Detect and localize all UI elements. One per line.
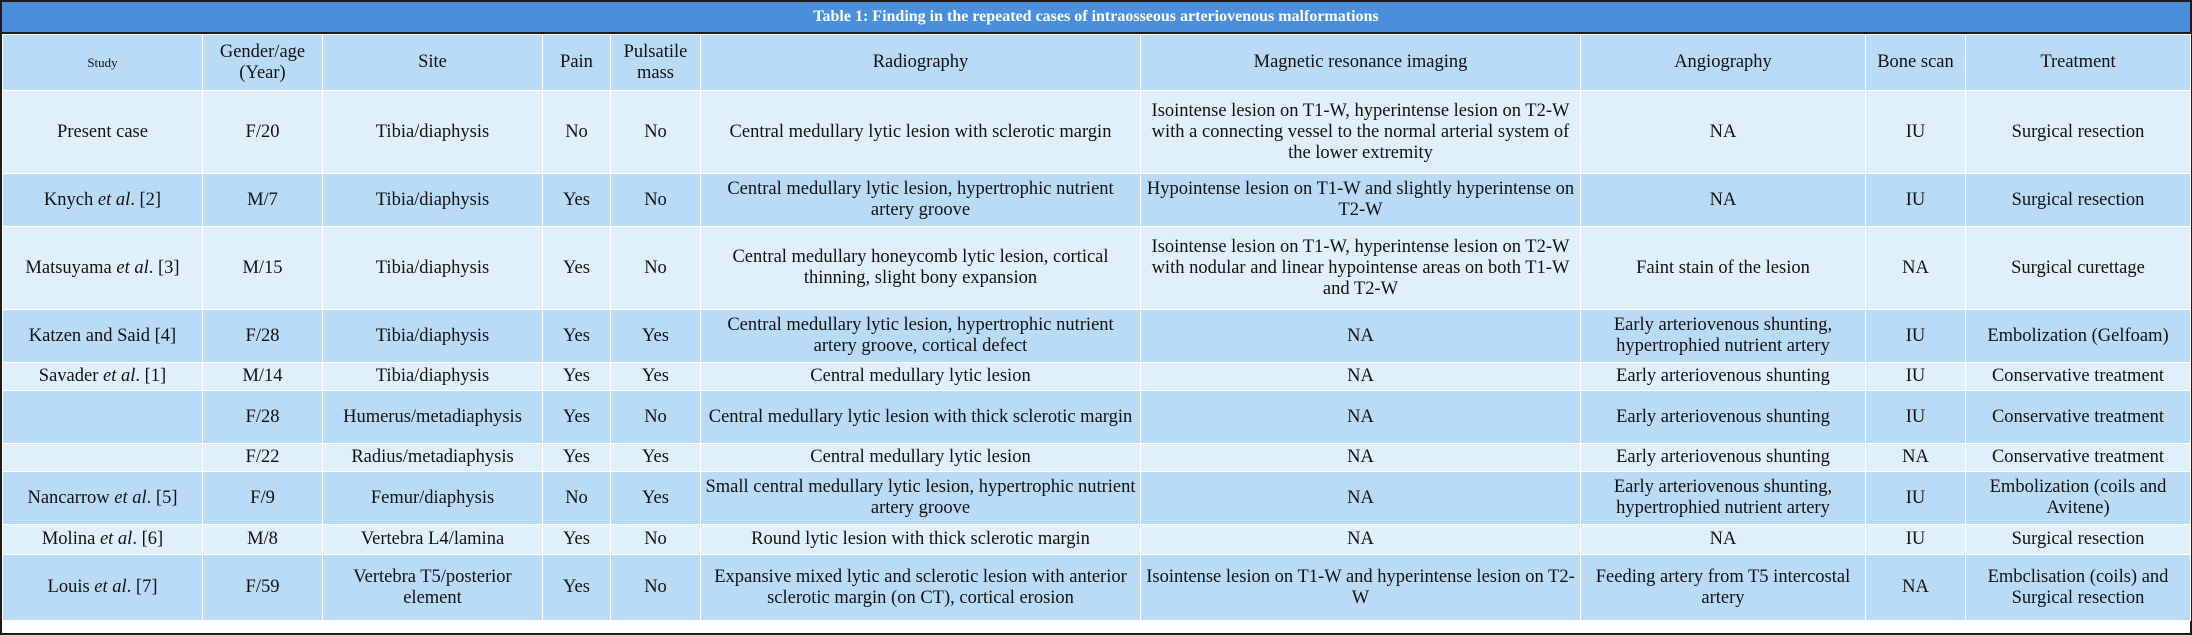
cell-mri: Isointense lesion on T1-W, hyperintense lesion on T2-W with nodular and linear hypointense areas on both T1-W and T2-W: [1141, 227, 1581, 310]
cell-study: [3, 555, 203, 621]
cell-gender-age: F/9: [203, 472, 323, 525]
cell-pulsatile-mass: No: [611, 525, 701, 555]
header-mri: Magnetic resonance imaging: [1141, 35, 1581, 91]
cell-radiography: Central medullary lytic lesion, hypertrophic nutrient artery groove, cortical defect: [701, 310, 1141, 363]
cell-bone-scan: IU: [1866, 525, 1966, 555]
cell-bone-scan: IU: [1866, 391, 1966, 444]
cell-gender-age: M/8: [203, 525, 323, 555]
header-radiography: Radiography: [701, 35, 1141, 91]
cell-gender-age: M/15: [203, 227, 323, 310]
cell-angiography: Faint stain of the lesion: [1581, 227, 1866, 310]
table-row: [3, 444, 2191, 472]
cell-gender-age: M/7: [203, 174, 323, 227]
study-author: Savader: [38, 366, 99, 386]
table-row: [3, 91, 2191, 174]
cell-treatment: Surgical resection: [1966, 91, 2191, 174]
cell-study: Present case: [3, 91, 203, 174]
table-row: [3, 555, 2191, 621]
cell-gender-age: F/28: [203, 391, 323, 444]
table-row: [3, 227, 2191, 310]
cell-radiography: Central medullary lytic lesion, hypertrophic nutrient artery groove: [701, 174, 1141, 227]
cell-site: Tibia/diaphysis: [323, 227, 543, 310]
cell-treatment: Surgical resection: [1966, 174, 2191, 227]
cell-angiography: NA: [1581, 174, 1866, 227]
cell-treatment: Embclisation (coils) and Surgical resection: [1966, 555, 2191, 621]
cell-gender-age: F/28: [203, 310, 323, 363]
cell-treatment: Embolization (Gelfoam): [1966, 310, 2191, 363]
cell-study: [3, 525, 203, 555]
study-reference: . [7]: [126, 577, 158, 597]
cell-pulsatile-mass: No: [611, 391, 701, 444]
cell-bone-scan: IU: [1866, 310, 1966, 363]
cell-gender-age: M/14: [203, 363, 323, 391]
cell-treatment: Conservative treatment: [1966, 444, 2191, 472]
cell-radiography: Small central medullary lytic lesion, hypertrophic nutrient artery groove: [701, 472, 1141, 525]
header-pulsatile-mass: Pulsatile mass: [611, 35, 701, 91]
cell-pain: Yes: [543, 363, 611, 391]
cell-radiography: Expansive mixed lytic and sclerotic lesion with anterior sclerotic margin (on CT), cortical erosion: [701, 555, 1141, 621]
cell-radiography: Central medullary lytic lesion: [701, 363, 1141, 391]
cell-site: Humerus/metadiaphysis: [323, 391, 543, 444]
cell-angiography: Feeding artery from T5 intercostal artery: [1581, 555, 1866, 621]
cell-radiography: Central medullary lytic lesion with sclerotic margin: [701, 91, 1141, 174]
cell-pain: Yes: [543, 174, 611, 227]
cell-mri: NA: [1141, 391, 1581, 444]
study-author: Louis: [47, 577, 90, 597]
cell-mri: NA: [1141, 363, 1581, 391]
table-row: [3, 391, 2191, 444]
cell-pulsatile-mass: Yes: [611, 444, 701, 472]
findings-table: [2, 34, 2191, 621]
study-reference: . [3]: [148, 257, 180, 278]
header-angiography: Angiography: [1581, 35, 1866, 91]
cell-site: Tibia/diaphysis: [323, 174, 543, 227]
cell-mri: NA: [1141, 310, 1581, 363]
cell-angiography: NA: [1581, 525, 1866, 555]
cell-study: [3, 391, 203, 444]
header-gender-age: Gender/age (Year): [203, 35, 323, 91]
header-study: Study: [3, 35, 203, 91]
cell-gender-age: F/20: [203, 91, 323, 174]
study-reference: . [1]: [135, 366, 167, 386]
cell-angiography: Early arteriovenous shunting, hypertrophied nutrient artery: [1581, 310, 1866, 363]
cell-pulsatile-mass: No: [611, 555, 701, 621]
table-row: [3, 525, 2191, 555]
cell-bone-scan: IU: [1866, 363, 1966, 391]
cell-study: [3, 174, 203, 227]
table-row: [3, 310, 2191, 363]
cell-pain: Yes: [543, 525, 611, 555]
cell-site: Femur/diaphysis: [323, 472, 543, 525]
cell-pain: Yes: [543, 444, 611, 472]
cell-treatment: Surgical resection: [1966, 525, 2191, 555]
cell-bone-scan: NA: [1866, 227, 1966, 310]
cell-angiography: Early arteriovenous shunting: [1581, 391, 1866, 444]
cell-mri: NA: [1141, 525, 1581, 555]
cell-bone-scan: NA: [1866, 444, 1966, 472]
cell-mri: Isointense lesion on T1-W, hyperintense lesion on T2-W with a connecting vessel to the normal arterial system of the lower extremity: [1141, 91, 1581, 174]
cell-pulsatile-mass: No: [611, 227, 701, 310]
cell-radiography: Central medullary lytic lesion: [701, 444, 1141, 472]
cell-radiography: Central medullary honeycomb lytic lesion, cortical thinning, slight bony expansion: [701, 227, 1141, 310]
study-author: Molina: [41, 529, 96, 549]
cell-mri: Isointense lesion on T1-W and hyperintense lesion on T2-W: [1141, 555, 1581, 621]
cell-pulsatile-mass: No: [611, 91, 701, 174]
cell-study: [3, 472, 203, 525]
cell-treatment: Conservative treatment: [1966, 363, 2191, 391]
table-title: Table 1: Finding in the repeated cases of intraosseous arteriovenous malformations: [2, 2, 2190, 34]
cell-site: Vertebra T5/posterior element: [323, 555, 543, 621]
cell-pain: No: [543, 472, 611, 525]
study-et-al: et al: [116, 257, 149, 278]
cell-gender-age: F/59: [203, 555, 323, 621]
study-reference: . [5]: [146, 487, 178, 508]
study-et-al: et al: [114, 487, 147, 508]
cell-site: Tibia/diaphysis: [323, 310, 543, 363]
cell-mri: Hypointense lesion on T1-W and slightly hyperintense on T2-W: [1141, 174, 1581, 227]
cell-pain: Yes: [543, 310, 611, 363]
study-et-al: et al: [103, 366, 136, 386]
study-author: Knych: [43, 189, 94, 210]
cell-bone-scan: NA: [1866, 555, 1966, 621]
table-row: [3, 174, 2191, 227]
cell-mri: NA: [1141, 472, 1581, 525]
cell-site: Radius/metadiaphysis: [323, 444, 543, 472]
cell-angiography: Early arteriovenous shunting: [1581, 363, 1866, 391]
study-et-al: et al: [94, 577, 127, 597]
cell-angiography: Early arteriovenous shunting: [1581, 444, 1866, 472]
header-bone-scan: Bone scan: [1866, 35, 1966, 91]
cell-study: [3, 227, 203, 310]
study-author: Matsuyama: [25, 257, 112, 278]
cell-study: [3, 444, 203, 472]
cell-radiography: Round lytic lesion with thick sclerotic margin: [701, 525, 1141, 555]
cell-study: Katzen and Said [4]: [3, 310, 203, 363]
cell-site: Tibia/diaphysis: [323, 91, 543, 174]
cell-treatment: Conservative treatment: [1966, 391, 2191, 444]
table-row: [3, 363, 2191, 391]
header-pain: Pain: [543, 35, 611, 91]
cell-site: Tibia/diaphysis: [323, 363, 543, 391]
cell-bone-scan: IU: [1866, 91, 1966, 174]
cell-bone-scan: IU: [1866, 174, 1966, 227]
cell-site: Vertebra L4/lamina: [323, 525, 543, 555]
cell-pulsatile-mass: Yes: [611, 363, 701, 391]
cell-angiography: NA: [1581, 91, 1866, 174]
cell-bone-scan: IU: [1866, 472, 1966, 525]
cell-treatment: Embolization (coils and Avitene): [1966, 472, 2191, 525]
study-author: Nancarrow: [27, 487, 110, 508]
cell-pulsatile-mass: No: [611, 174, 701, 227]
cell-gender-age: F/22: [203, 444, 323, 472]
header-site: Site: [323, 35, 543, 91]
cell-pain: Yes: [543, 391, 611, 444]
cell-pain: Yes: [543, 555, 611, 621]
study-reference: . [6]: [132, 529, 164, 549]
cell-treatment: Surgical curettage: [1966, 227, 2191, 310]
cell-angiography: Early arteriovenous shunting, hypertrophied nutrient artery: [1581, 472, 1866, 525]
cell-pulsatile-mass: Yes: [611, 472, 701, 525]
cell-mri: NA: [1141, 444, 1581, 472]
cell-pulsatile-mass: Yes: [611, 310, 701, 363]
study-et-al: et al: [97, 189, 131, 210]
cell-pain: Yes: [543, 227, 611, 310]
header-treatment: Treatment: [1966, 35, 2191, 91]
study-reference: . [2]: [130, 189, 162, 210]
cell-study: [3, 363, 203, 391]
cell-radiography: Central medullary lytic lesion with thick sclerotic margin: [701, 391, 1141, 444]
cell-pain: No: [543, 91, 611, 174]
table-header-row: [3, 35, 2191, 91]
study-et-al: et al: [99, 529, 133, 549]
table-row: [3, 472, 2191, 525]
